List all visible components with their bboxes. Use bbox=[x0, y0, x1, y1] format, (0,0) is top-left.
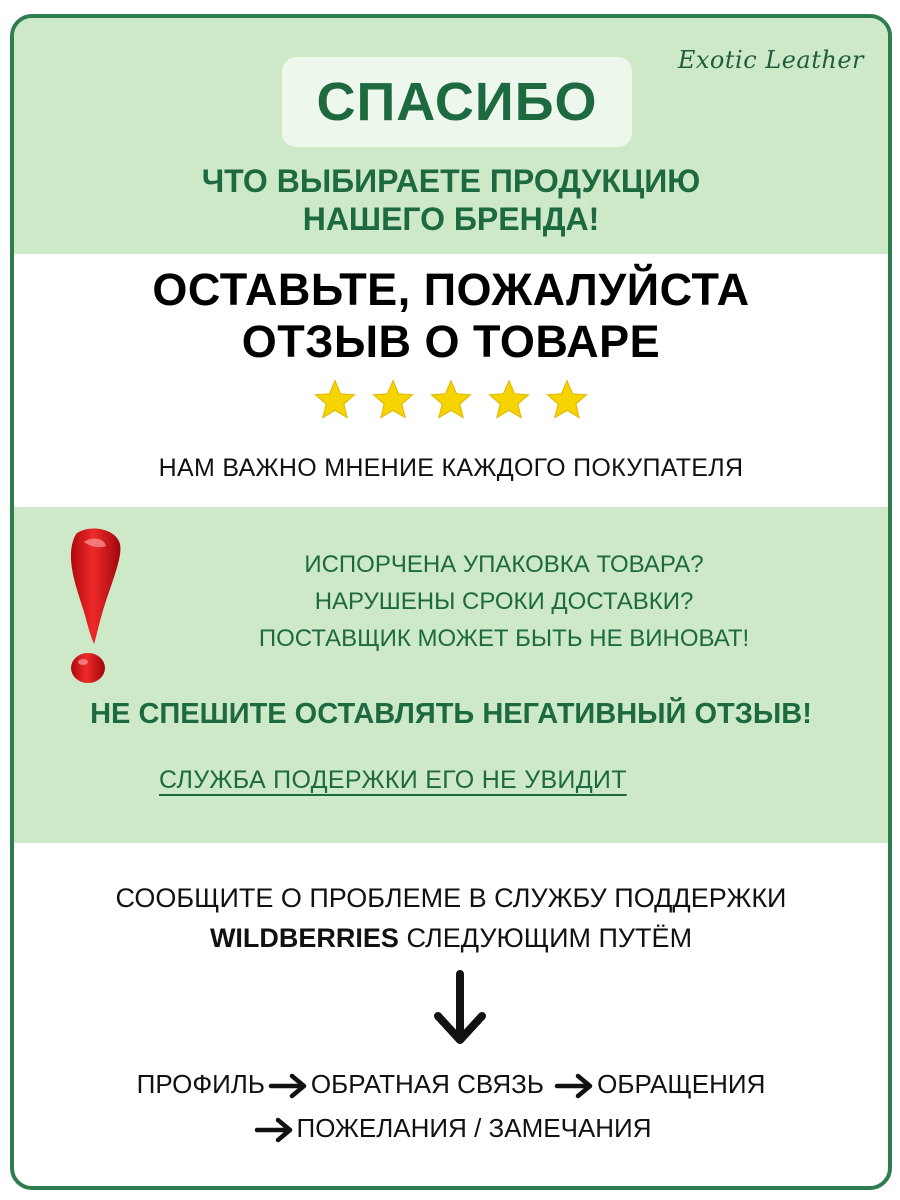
service-name: WILDBERRIES bbox=[209, 923, 399, 953]
review-request bbox=[14, 264, 888, 368]
star-icon bbox=[545, 378, 589, 422]
subtitle-line-1: ЧТО ВЫБИРАЕТЕ ПРОДУКЦИЮ bbox=[201, 163, 701, 199]
review-line-2: ОТЗЫВ О ТОВАРЕ bbox=[241, 316, 661, 367]
arrow-down-icon bbox=[430, 970, 490, 1046]
thanks-box bbox=[282, 57, 632, 147]
rating-stars bbox=[14, 378, 888, 422]
negative-review-warning: НЕ СПЕШИТЕ ОСТАВЛЯТЬ НЕГАТИВНЫЙ ОТЗЫВ! bbox=[90, 698, 812, 730]
star-icon bbox=[429, 378, 473, 422]
issues-list bbox=[124, 546, 884, 657]
support-note: СЛУЖБА ПОДЕРЖКИ ЕГО НЕ УВИДИТ bbox=[159, 766, 627, 794]
arrow-right-icon bbox=[268, 1073, 308, 1099]
exclamation-icon bbox=[58, 526, 126, 686]
path-step-wishes: ПОЖЕЛАНИЯ / ЗАМЕЧАНИЯ bbox=[296, 1113, 652, 1143]
card-frame bbox=[10, 14, 892, 1190]
report-line-1: СООБЩИТЕ О ПРОБЛЕМЕ В СЛУЖБУ ПОДДЕРЖКИ bbox=[115, 883, 787, 913]
thanks-subtitle bbox=[14, 162, 888, 238]
path-step-requests: ОБРАЩЕНИЯ bbox=[597, 1069, 766, 1099]
issue-line-2: НАРУШЕНЫ СРОКИ ДОСТАВКИ? bbox=[314, 588, 694, 615]
star-icon bbox=[371, 378, 415, 422]
navigation-path bbox=[14, 1062, 888, 1150]
star-icon bbox=[313, 378, 357, 422]
arrow-right-icon bbox=[554, 1073, 594, 1099]
report-instructions bbox=[14, 878, 888, 958]
issue-line-1: ИСПОРЧЕНА УПАКОВКА ТОВАРА? bbox=[304, 551, 704, 578]
report-line-2 bbox=[14, 918, 888, 958]
issue-line-3: ПОСТАВЩИК МОЖЕТ БЫТЬ НЕ ВИНОВАТ! bbox=[258, 625, 750, 652]
path-step-feedback: ОБРАТНАЯ СВЯЗЬ bbox=[310, 1069, 544, 1099]
report-line-2-rest: СЛЕДУЮЩИМ ПУТЁМ bbox=[398, 923, 693, 953]
path-line-1 bbox=[14, 1062, 888, 1106]
path-step-profile: ПРОФИЛЬ bbox=[136, 1069, 265, 1099]
thanks-title: СПАСИБО bbox=[316, 72, 598, 132]
path-line-2 bbox=[14, 1106, 888, 1150]
review-line-1: ОСТАВЬТЕ, ПОЖАЛУЙСТА bbox=[152, 264, 750, 315]
star-icon bbox=[487, 378, 531, 422]
brand-logo: Exotic Leather bbox=[677, 46, 864, 74]
subtitle-line-2: НАШЕГО БРЕНДА! bbox=[302, 201, 600, 237]
arrow-right-icon bbox=[254, 1117, 294, 1143]
important-note: НАМ ВАЖНО МНЕНИЕ КАЖДОГО ПОКУПАТЕЛЯ bbox=[158, 454, 744, 482]
